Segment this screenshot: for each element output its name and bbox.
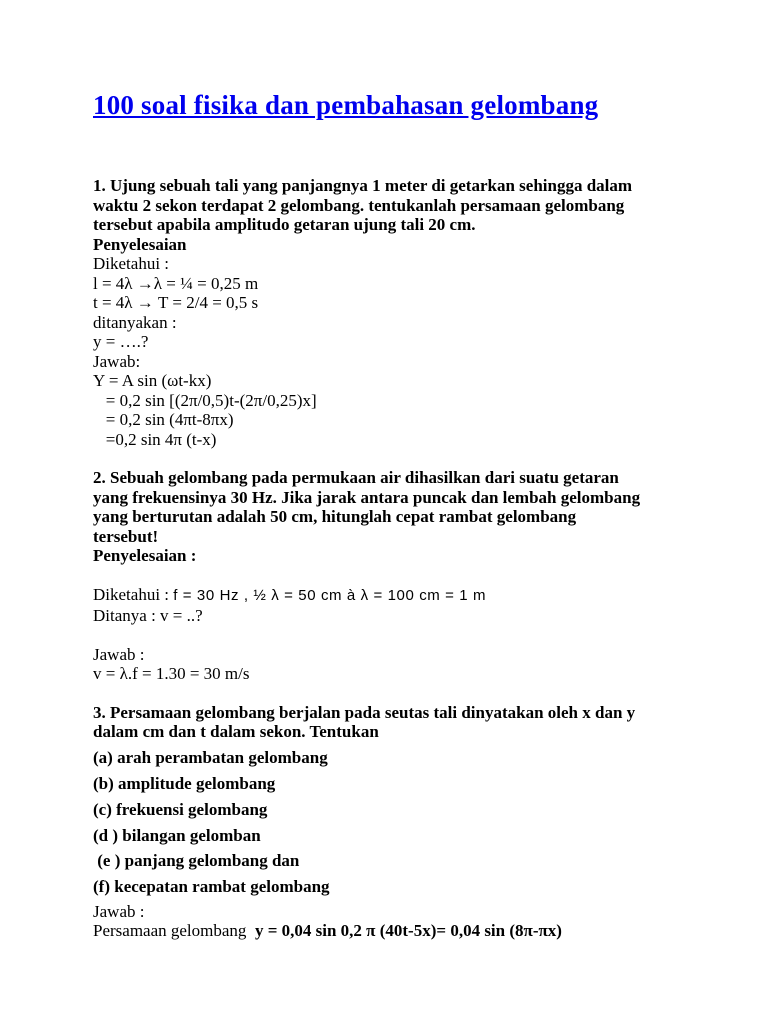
known-prefix: Diketahui :: [93, 585, 174, 604]
equation-line: [93, 921, 733, 941]
answer-label-2: Jawab :: [93, 644, 145, 664]
answer-2: v = λ.f = 1.30 = 30 m/s: [93, 664, 250, 683]
solution-1-line: Y = A sin (ωt-kx): [93, 371, 212, 390]
question-2-line: tersebut!: [93, 526, 159, 546]
option-c: (c) frekuensi gelombang: [93, 799, 268, 819]
solution-1-line: t = 4λ → T = 2/4 = 0,5 s: [93, 293, 259, 312]
option-d: (d ) bilangan gelomban: [93, 825, 261, 845]
known-line: [93, 585, 733, 606]
question-1: [93, 176, 733, 254]
solution-1-line: Jawab:: [93, 351, 141, 371]
question-3-options: [93, 748, 733, 897]
solution-1: [93, 254, 733, 449]
question-2-line: 2. Sebuah gelombang pada permukaan air dihasilkan dari suatu getaran: [93, 468, 619, 487]
question-3-line: 3. Persamaan gelombang berjalan pada seutas tali dinyatakan oleh x dan y: [93, 702, 636, 722]
question-1-line: tersebut apabila amplitudo getaran ujung tali 20 cm.: [93, 215, 476, 234]
option-b: (b) amplitude gelombang: [93, 773, 276, 793]
question-2-line: yang frekuensinya 30 Hz. Jika jarak antara puncak dan lembah gelombang: [93, 487, 641, 507]
question-3-line: dalam cm dan t dalam sekon. Tentukan: [93, 722, 379, 741]
option-a: (a) arah perambatan gelombang: [93, 747, 328, 767]
solution-1-line: =0,2 sin 4π (t-x): [93, 429, 217, 449]
question-2-line: yang berturutan adalah 50 cm, hitunglah cepat rambat gelombang: [93, 507, 577, 526]
question-1-line: waktu 2 sekon terdapat 2 gelombang. tentukanlah persamaan gelombang: [93, 195, 625, 215]
solution-1-line: l = 4λ →λ = ¼ = 0,25 m: [93, 273, 259, 293]
solution-1-line: ditanyakan :: [93, 312, 177, 332]
solution-1-line: Diketahui :: [93, 254, 170, 273]
known-values: f = 30 Hz , ½ λ = 50 cm à λ = 100 cm = 1 m: [173, 587, 487, 604]
document-title[interactable]: 100 soal fisika dan pembahasan gelombang: [93, 90, 599, 120]
solution-1-line: y = ….?: [93, 332, 149, 351]
solution-3: [93, 902, 733, 941]
question-3: [93, 703, 733, 742]
solution-heading-2: Penyelesaian :: [93, 546, 197, 565]
wave-equation: y = 0,04 sin 0,2 π (40t-5x)= 0,04 sin (8π-πx): [254, 921, 562, 941]
document-page: [93, 88, 733, 941]
option-e: (e ) panjang gelombang dan: [93, 851, 300, 871]
question-1-line: 1. Ujung sebuah tali yang panjangnya 1 meter di getarkan sehingga dalam: [93, 176, 633, 195]
option-f: (f) kecepatan rambat gelombang: [93, 877, 330, 897]
solution-1-line: = 0,2 sin (4πt-8πx): [93, 410, 234, 429]
answer-label-3: Jawab :: [93, 901, 145, 921]
solution-2: [93, 585, 733, 684]
solution-1-line: = 0,2 sin [(2π/0,5)t-(2π/0,25)x]: [93, 390, 317, 410]
equation-prefix: Persamaan gelombang: [93, 921, 255, 941]
solution-heading-1: Penyelesaian: [93, 234, 187, 254]
question-2: [93, 468, 733, 566]
asked-line: Ditanya : v = ..?: [93, 605, 203, 625]
